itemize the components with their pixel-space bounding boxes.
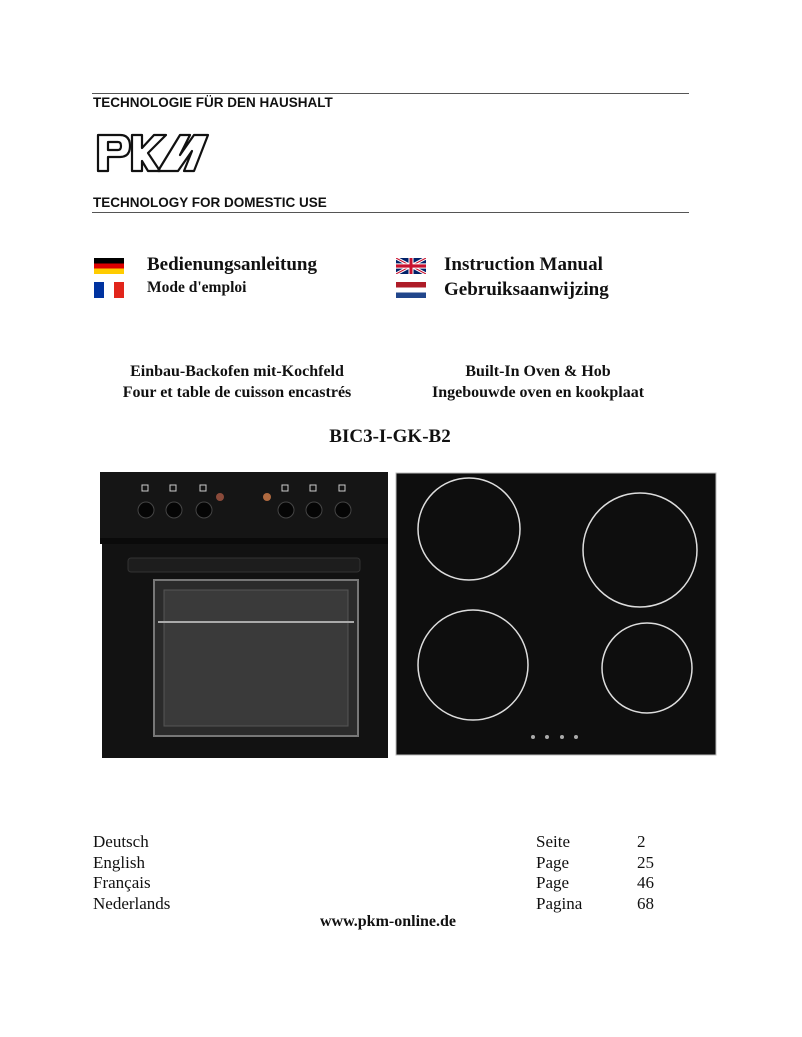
tagline-de: TECHNOLOGIE FÜR DEN HAUSHALT — [93, 95, 333, 110]
toc-page: 2 — [637, 832, 646, 851]
dutch-flag-icon — [396, 282, 426, 298]
manual-title-nl: Gebruiksaanwijzing — [444, 279, 609, 300]
pkm-logo — [96, 131, 212, 175]
top-rule — [92, 93, 689, 94]
oven-image — [98, 470, 390, 760]
toc-label: Seite — [536, 832, 570, 851]
product-name-nl: Ingebouwde oven en kookplaat — [431, 384, 645, 401]
toc-label: Page — [536, 873, 570, 893]
toc-language: English — [93, 852, 145, 872]
toc-languages — [93, 832, 170, 915]
toc-language: Français — [93, 873, 151, 893]
hob-image — [395, 472, 717, 756]
toc-page: 46 — [637, 873, 654, 893]
website-link[interactable]: www.pkm-online.de — [319, 913, 457, 930]
toc-pages — [637, 832, 654, 915]
german-flag-icon — [94, 258, 124, 274]
product-name-en: Built-In Oven & Hob — [465, 363, 611, 380]
manual-title-de: Bedienungsanleitung — [147, 254, 317, 275]
toc-labels — [536, 832, 582, 915]
product-name-fr: Four et table de cuisson encastrés — [122, 384, 352, 401]
toc-label: Page — [536, 852, 570, 872]
toc-page: 25 — [637, 852, 654, 872]
tagline-en: TECHNOLOGY FOR DOMESTIC USE — [93, 195, 327, 210]
manual-title-en: Instruction Manual — [444, 254, 603, 275]
uk-flag-icon — [396, 258, 426, 274]
model-number: BIC3-I-GK-B2 — [329, 426, 451, 447]
toc-language: Nederlands — [93, 894, 171, 914]
toc-label: Pagina — [536, 894, 583, 914]
product-name-de: Einbau-Backofen mit-Kochfeld — [130, 363, 344, 380]
french-flag-icon — [94, 282, 124, 298]
manual-title-fr: Mode d'emploi — [147, 279, 247, 296]
bottom-rule — [92, 212, 689, 213]
toc-page: 68 — [637, 894, 654, 914]
toc-language: Deutsch — [93, 832, 149, 851]
